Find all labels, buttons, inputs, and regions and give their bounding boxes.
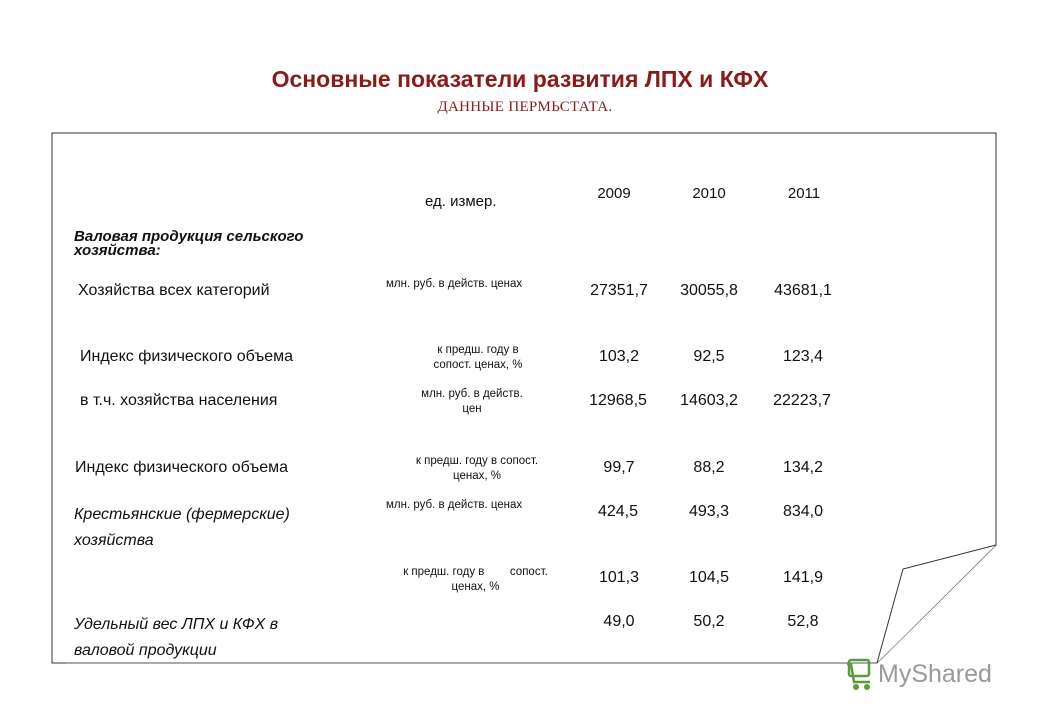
row-label: Удельный вес ЛПХ и КФХ в валовой продукции: [74, 616, 279, 659]
cell-value: 88,2: [693, 459, 725, 476]
cell-value: 424,5: [597, 503, 639, 520]
cell-value: 834,0: [782, 503, 824, 520]
cell-value: 14603,2: [680, 392, 738, 409]
row-unit: млн. руб. в действ. ценах: [386, 278, 523, 290]
year-header-2011: 2011: [787, 185, 821, 202]
cell-value: 52,8: [787, 613, 819, 630]
year-header-2009: 2009: [597, 185, 631, 202]
cell-value: 27351,7: [590, 282, 648, 299]
cell-value: 104,5: [688, 569, 730, 586]
page-subtitle: ДАННЫЕ ПЕРМЬСТАТА.: [437, 99, 613, 115]
section-label: Валовая продукция сельского хозяйства:: [74, 228, 304, 259]
row-unit: к предш. году в сопост. ценах, %: [415, 455, 539, 482]
unit-column-header: ед. измер.: [425, 193, 497, 210]
cell-value: 22223,7: [773, 392, 831, 409]
row-label: Индекс физического объема: [75, 459, 289, 476]
cart-icon: [846, 658, 876, 692]
cell-value: 101,3: [598, 569, 640, 586]
cell-value: 92,5: [693, 348, 725, 365]
watermark-logo: MyShared: [878, 660, 992, 688]
cell-value: 99,7: [603, 459, 635, 476]
cell-value: 12968,5: [589, 392, 647, 409]
cell-value: 103,2: [598, 348, 640, 365]
cell-value: 123,4: [782, 348, 824, 365]
row-unit: к предш. году в сопост. ценах, %: [403, 566, 548, 593]
row-label: Хозяйства всех категорий: [78, 282, 270, 299]
row-label: в т.ч. хозяйства населения: [80, 392, 278, 409]
cell-value: 43681,1: [774, 282, 832, 299]
page-title: Основные показатели развития ЛПХ и КФХ: [271, 66, 769, 92]
cell-value: 49,0: [603, 613, 635, 630]
row-label: Индекс физического объема: [80, 348, 294, 365]
cell-value: 50,2: [693, 613, 725, 630]
cell-value: 141,9: [782, 569, 824, 586]
row-label: Крестьянские (фермерские) хозяйства: [74, 506, 290, 549]
row-unit: млн. руб. в действ. ценах: [386, 499, 523, 511]
row-unit: к предш. году в сопост. ценах, %: [433, 344, 523, 371]
year-header-2010: 2010: [692, 185, 726, 202]
cell-value: 30055,8: [680, 282, 738, 299]
row-unit: млн. руб. в действ. цен: [421, 388, 523, 415]
cell-value: 134,2: [782, 459, 824, 476]
cell-value: 493,3: [688, 503, 730, 520]
